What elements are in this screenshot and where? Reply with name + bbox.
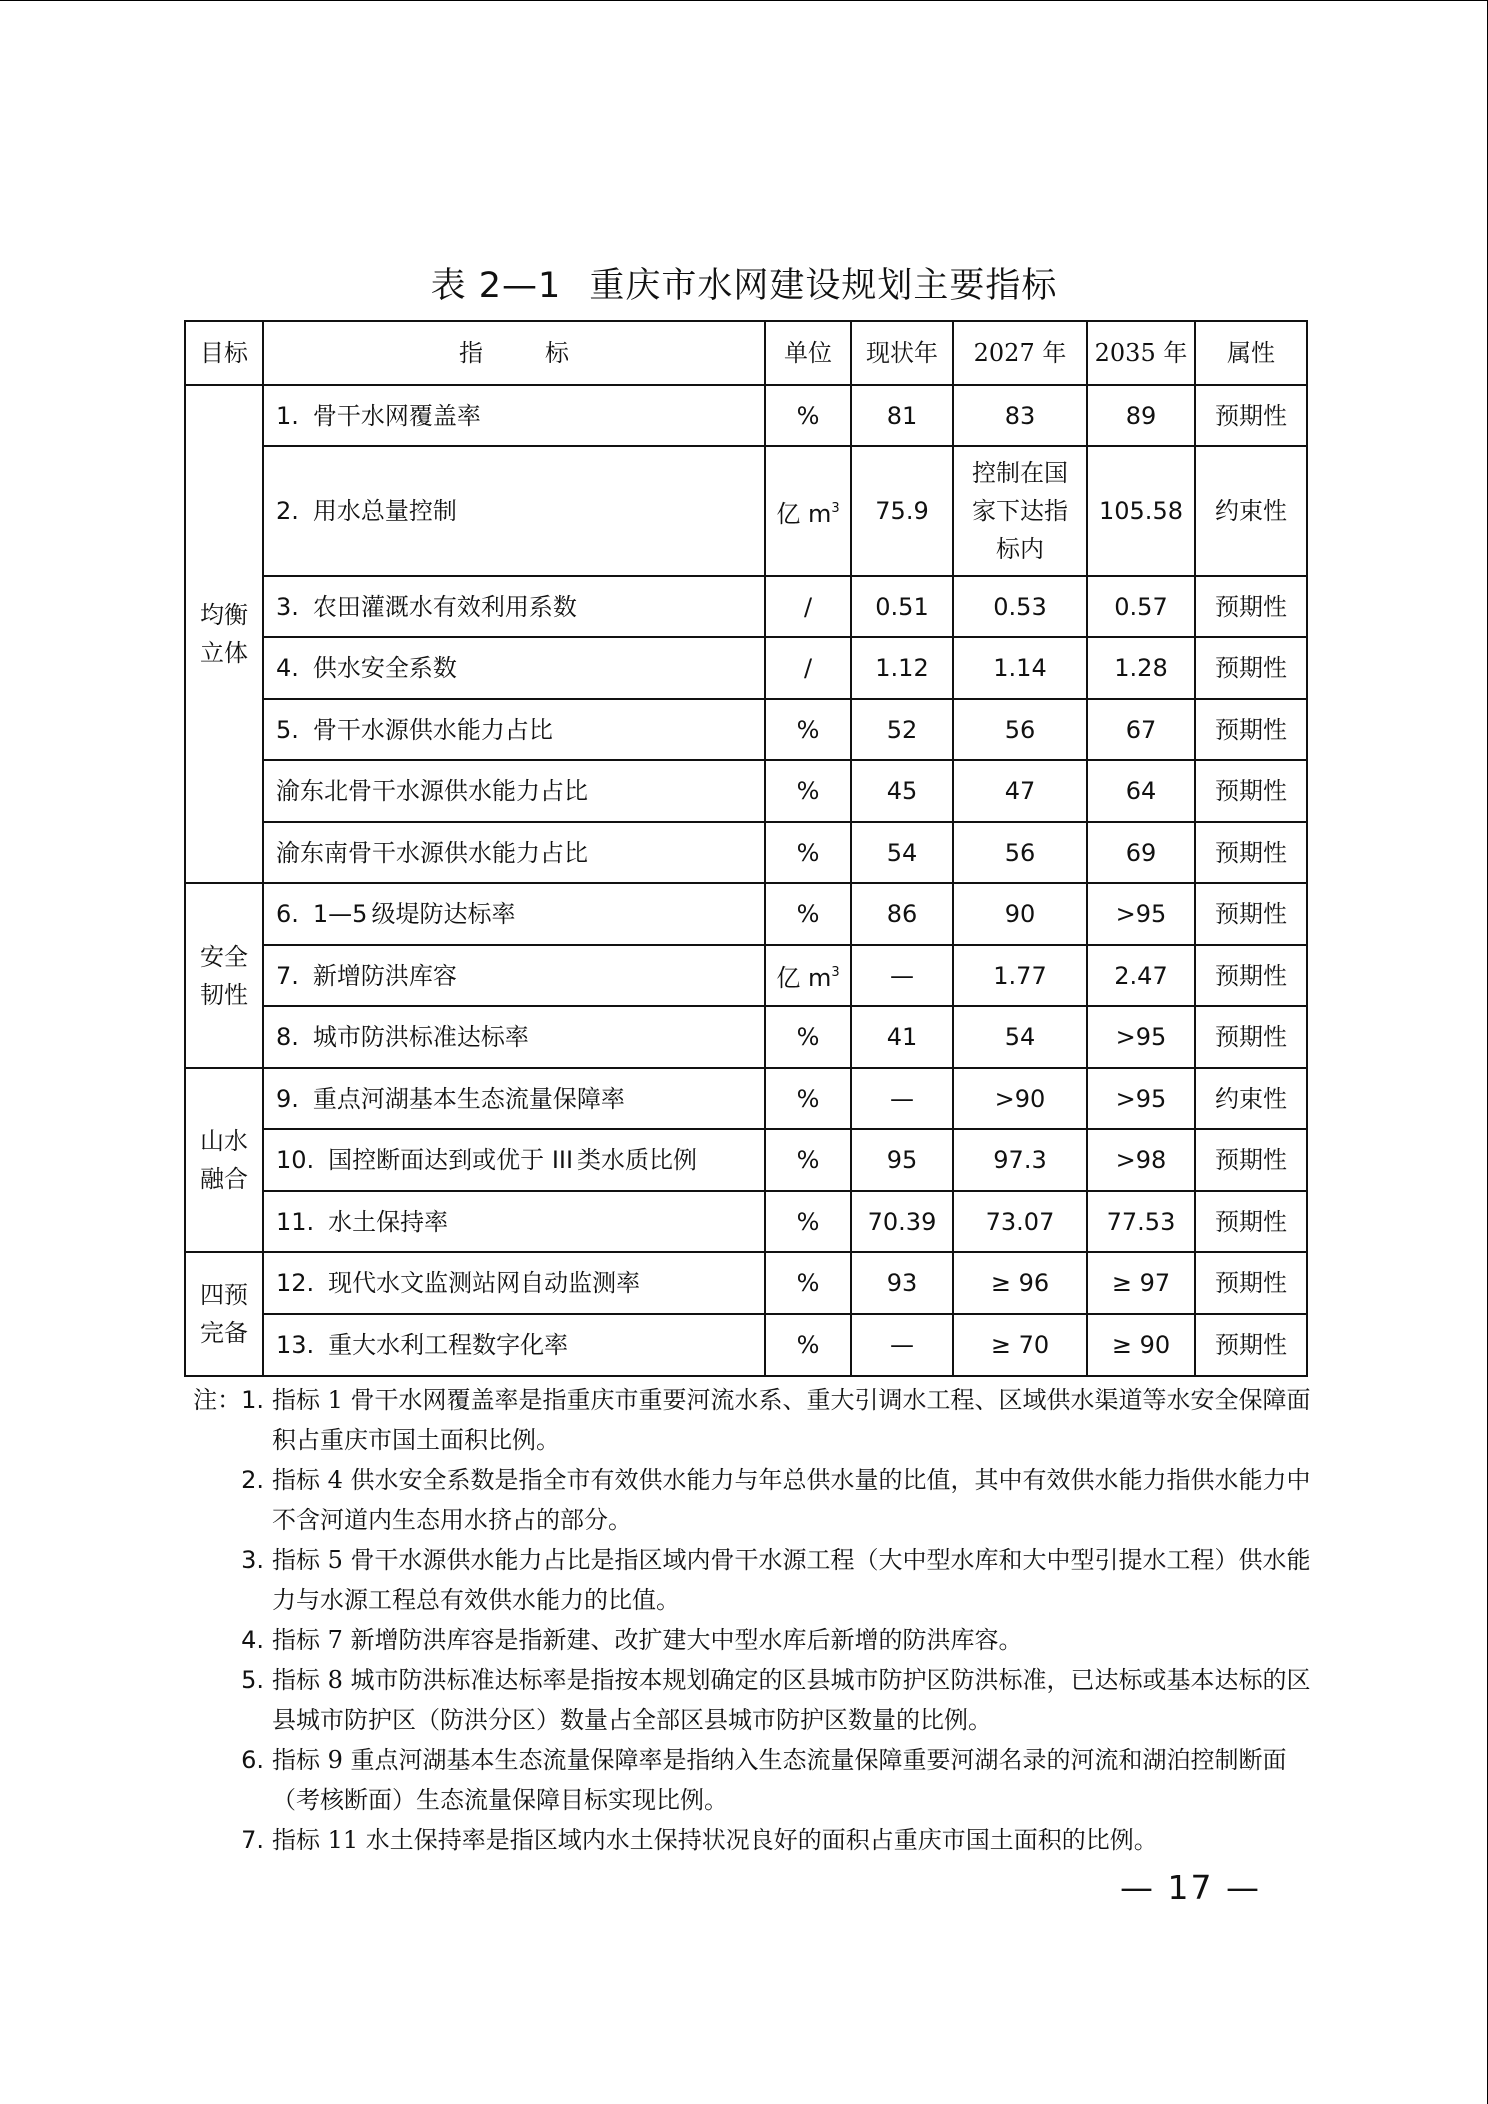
attr-cell: 预期性 (1195, 1129, 1307, 1191)
y2027-cell: 56 (953, 822, 1087, 883)
group-label-line: 安全 (200, 942, 248, 971)
y2027-cell (953, 446, 1087, 576)
table-row (185, 760, 1307, 822)
group-label-line: 山水 (200, 1127, 248, 1155)
indicator-number: 9. (276, 1084, 299, 1113)
attr-cell: 预期性 (1195, 1006, 1307, 1068)
y2027-cell: 97.3 (953, 1129, 1087, 1191)
y2027-line: 控制在国 (972, 459, 1068, 487)
note-number: 1. (241, 1386, 264, 1414)
indicator-name (263, 699, 765, 760)
note-label: 3. (241, 1546, 264, 1574)
page-number: — 17 — (1120, 1868, 1261, 1907)
indicator-number: 2. (276, 497, 299, 525)
indicator-text: 重大水利工程数字化率 (328, 1331, 569, 1359)
table-row (185, 446, 1307, 576)
indicator-text: 城市防洪标准达标率 (312, 1023, 529, 1051)
table-row (185, 1006, 1307, 1068)
unit-cell: % (765, 760, 851, 822)
table-row (185, 945, 1307, 1006)
y2035-cell: >95 (1087, 1068, 1195, 1129)
current-cell: — (851, 1314, 953, 1376)
indicator-text-roman: III (551, 1146, 574, 1174)
table-row (185, 637, 1307, 699)
y2027-cell: 73.07 (953, 1191, 1087, 1252)
note-item (182, 1460, 1312, 1540)
attr-cell: 约束性 (1195, 1068, 1307, 1129)
attr-cell: 预期性 (1195, 945, 1307, 1006)
y2035-cell: 67 (1087, 699, 1195, 760)
indicator-name (263, 1068, 765, 1129)
current-cell: 81 (851, 385, 953, 446)
indicator-text: 农田灌溉水有效利用系数 (312, 592, 577, 621)
indicator-text: 类水质比例 (577, 1146, 698, 1174)
header-current: 现状年 (851, 321, 953, 385)
indicator-name (263, 446, 765, 576)
group-label-line: 均衡 (200, 601, 248, 629)
indicator-number: 8. (276, 1023, 299, 1051)
current-cell: 95 (851, 1129, 953, 1191)
unit-cell: % (765, 699, 851, 760)
indicator-number: 12. (276, 1269, 315, 1297)
current-cell: 52 (851, 699, 953, 760)
note-label: 6. (241, 1746, 264, 1774)
table-row (185, 822, 1307, 883)
y2035-cell: >95 (1087, 883, 1195, 945)
note-item (182, 1380, 1312, 1460)
indicator-text: 骨干水源供水能力占比 (312, 715, 553, 744)
note-text: 指标 7 新增防洪库容是指新建、改扩建大中型水库后新增的防洪库容。 (272, 1626, 1023, 1654)
header-attr: 属性 (1195, 321, 1307, 385)
y2035-cell: 89 (1087, 385, 1195, 446)
note-label: 4. (241, 1626, 264, 1654)
y2035-cell: 64 (1087, 760, 1195, 822)
current-cell: 86 (851, 883, 953, 945)
unit-cell: % (765, 1068, 851, 1129)
note-text: 指标 1 骨干水网覆盖率是指重庆市重要河流水系、重大引调水工程、区域供水渠道等水安全保障面积占重庆市国土面积比例。 (272, 1386, 1311, 1454)
unit-cell: % (765, 822, 851, 883)
attr-cell: 预期性 (1195, 637, 1307, 699)
note-text: 指标 5 骨干水源供水能力占比是指区域内骨干水源工程（大中型水库和大中型引提水工程）供水能力与水源工程总有效供水能力的比值。 (272, 1546, 1311, 1614)
indicator-text: 渝东北骨干水源供水能力占比 (276, 777, 588, 805)
indicator-name (263, 1129, 765, 1191)
y2035-cell: 77.53 (1087, 1191, 1195, 1252)
attr-cell: 预期性 (1195, 760, 1307, 822)
y2035-cell: 2.47 (1087, 945, 1195, 1006)
indicator-name (263, 385, 765, 446)
indicator-text: 水土保持率 (328, 1207, 449, 1236)
group-label-line: 韧性 (200, 980, 248, 1009)
y2035-cell: 1.28 (1087, 637, 1195, 699)
unit-cell: % (765, 883, 851, 945)
indicator-name (263, 1191, 765, 1252)
header-unit: 单位 (765, 321, 851, 385)
note-label (182, 1380, 264, 1420)
y2035-cell: 0.57 (1087, 576, 1195, 637)
unit-cell: / (765, 576, 851, 637)
indicator-number: 11. (276, 1207, 315, 1236)
y2027-cell: ≥ 70 (953, 1314, 1087, 1376)
note-text: 指标 9 重点河湖基本生态流量保障率是指纳入生态流量保障重要河湖名录的河流和湖泊控制断面（考核断面）生态流量保障目标实现比例。 (272, 1746, 1287, 1814)
attr-cell: 约束性 (1195, 446, 1307, 576)
indicator-name (263, 883, 765, 945)
note-text: 指标 4 供水安全系数是指全市有效供水能力与年总供水量的比值，其中有效供水能力指供水能力中不含河道内生态用水挤占的部分。 (272, 1466, 1311, 1534)
indicator-text: 供水安全系数 (312, 654, 457, 682)
indicator-text: 用水总量控制 (312, 497, 457, 525)
table-row (185, 883, 1307, 945)
y2027-cell: 54 (953, 1006, 1087, 1068)
unit-cell: % (765, 1314, 851, 1376)
current-cell: 54 (851, 822, 953, 883)
group-cell (185, 385, 263, 883)
header-2027: 2027 年 (953, 321, 1087, 385)
indicator-name (263, 637, 765, 699)
y2035-cell: ≥ 90 (1087, 1314, 1195, 1376)
table-title-number: 表 2—1 (430, 266, 562, 306)
indicator-number: 5. (276, 715, 299, 744)
y2027-cell: 1.77 (953, 945, 1087, 1006)
indicator-text: 骨干水网覆盖率 (312, 401, 481, 430)
unit-cell: % (765, 1129, 851, 1191)
group-label-line: 四预 (200, 1281, 248, 1309)
indicator-number: 1. (276, 401, 299, 430)
group-cell (185, 1252, 263, 1376)
unit-cell: % (765, 385, 851, 446)
current-cell: 70.39 (851, 1191, 953, 1252)
group-label-line: 完备 (200, 1319, 248, 1347)
current-cell: — (851, 945, 953, 1006)
indicator-name (263, 1314, 765, 1376)
y2027-cell: 83 (953, 385, 1087, 446)
indicator-name (263, 822, 765, 883)
attr-cell: 预期性 (1195, 1252, 1307, 1314)
indicator-number: 10. (276, 1146, 315, 1174)
indicator-number: 6. (276, 900, 299, 928)
y2027-line: 标内 (996, 535, 1044, 563)
indicator-name (263, 760, 765, 822)
note-text: 指标 11 水土保持率是指区域内水土保持状况良好的面积占重庆市国土面积的比例。 (272, 1826, 1158, 1854)
current-cell: 1.12 (851, 637, 953, 699)
indicator-number: 4. (276, 654, 299, 682)
header-2035: 2035 年 (1087, 321, 1195, 385)
y2027-cell: ≥ 96 (953, 1252, 1087, 1314)
y2035-cell: >95 (1087, 1006, 1195, 1068)
note-label: 5. (241, 1666, 264, 1694)
attr-cell: 预期性 (1195, 385, 1307, 446)
current-cell: 41 (851, 1006, 953, 1068)
indicator-number: 3. (276, 592, 299, 621)
table-row (185, 1252, 1307, 1314)
y2027-cell: >90 (953, 1068, 1087, 1129)
group-label-line: 融合 (200, 1165, 248, 1193)
current-cell: 45 (851, 760, 953, 822)
table-notes (182, 1380, 1312, 1860)
unit-cell (765, 945, 851, 1006)
indicator-text-prefix: 1—5 (312, 900, 368, 928)
table-row (185, 1314, 1307, 1376)
table-row (185, 1129, 1307, 1191)
table-row (185, 1191, 1307, 1252)
group-cell (185, 1068, 263, 1252)
top-border-line (0, 0, 1488, 1)
unit-cell: % (765, 1191, 851, 1252)
table-row (185, 1068, 1307, 1129)
y2027-cell: 1.14 (953, 637, 1087, 699)
current-cell: 75.9 (851, 446, 953, 576)
indicator-name (263, 576, 765, 637)
indicator-text: 新增防洪库容 (312, 961, 457, 990)
table-row (185, 576, 1307, 637)
unit-cell (765, 446, 851, 576)
note-item (182, 1540, 1312, 1620)
y2035-cell: ≥ 97 (1087, 1252, 1195, 1314)
attr-cell: 预期性 (1195, 883, 1307, 945)
y2035-cell: 69 (1087, 822, 1195, 883)
current-cell: — (851, 1068, 953, 1129)
note-text: 指标 8 城市防洪标准达标率是指按本规划确定的区县城市防护区防洪标准，已达标或基本达标的区县城市防护区（防洪分区）数量占全部区县城市防护区数量的比例。 (272, 1666, 1311, 1734)
indicator-text: 现代水文监测站网自动监测率 (328, 1269, 641, 1297)
unit-cell: % (765, 1252, 851, 1314)
indicator-text: 渝东南骨干水源供水能力占比 (276, 838, 588, 867)
attr-cell: 预期性 (1195, 699, 1307, 760)
indicator-number: 7. (276, 961, 299, 990)
y2035-cell: >98 (1087, 1129, 1195, 1191)
y2035-cell: 105.58 (1087, 446, 1195, 576)
header-goal: 目标 (185, 321, 263, 385)
current-cell: 93 (851, 1252, 953, 1314)
indicator-name (263, 1252, 765, 1314)
indicator-name (263, 1006, 765, 1068)
indicator-text: 重点河湖基本生态流量保障率 (312, 1084, 625, 1113)
unit-text: 亿 m (776, 964, 832, 992)
note-item (182, 1820, 1312, 1860)
note-item (182, 1740, 1312, 1820)
note-label: 7. (241, 1826, 264, 1854)
attr-cell: 预期性 (1195, 576, 1307, 637)
indicator-number: 13. (276, 1331, 315, 1359)
y2027-cell: 0.53 (953, 576, 1087, 637)
indicator-text: 级堤防达标率 (371, 900, 516, 928)
indicator-table (184, 320, 1308, 1377)
indicator-text: 国控断面达到或优于 (328, 1146, 545, 1174)
unit-text: 亿 m (776, 499, 832, 528)
attr-cell: 预期性 (1195, 1314, 1307, 1376)
header-indicator: 指标 (263, 321, 765, 385)
indicator-name (263, 945, 765, 1006)
attr-cell: 预期性 (1195, 1191, 1307, 1252)
group-cell (185, 883, 263, 1068)
unit-cell: / (765, 637, 851, 699)
note-label: 2. (241, 1466, 264, 1494)
current-cell: 0.51 (851, 576, 953, 637)
table-header-row (185, 321, 1307, 385)
table-row (185, 699, 1307, 760)
attr-cell: 预期性 (1195, 822, 1307, 883)
group-label-line: 立体 (200, 639, 248, 667)
y2027-cell: 90 (953, 883, 1087, 945)
notes-prefix: 注： (193, 1386, 242, 1414)
note-item (182, 1620, 1312, 1660)
table-title-text: 重庆市水网建设规划主要指标 (589, 266, 1058, 306)
y2027-cell: 56 (953, 699, 1087, 760)
table-title (0, 258, 1488, 308)
table-row (185, 385, 1307, 446)
unit-cell: % (765, 1006, 851, 1068)
note-item (182, 1660, 1312, 1740)
y2027-cell: 47 (953, 760, 1087, 822)
unit-superscript: 3 (831, 500, 840, 516)
y2027-line: 家下达指 (972, 497, 1068, 525)
unit-superscript: 3 (831, 965, 840, 980)
